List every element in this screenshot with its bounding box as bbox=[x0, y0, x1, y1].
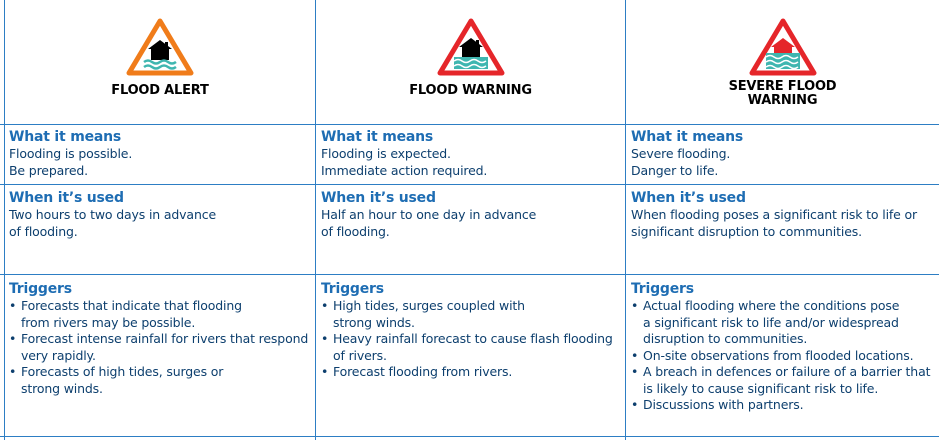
trigger-list bbox=[9, 298, 313, 397]
flood-alert-icon bbox=[124, 16, 196, 78]
header-flood-warning bbox=[316, 16, 625, 98]
body-line: significant disruption to communities. bbox=[631, 223, 862, 239]
body-line: Flooding is expected. bbox=[321, 146, 451, 161]
what-it-means-alert bbox=[9, 129, 309, 179]
section-heading: When it’s used bbox=[631, 190, 746, 206]
row-rule bbox=[0, 436, 939, 437]
list-item: • A breach in defences or failure of a barrier that is likely to cause significant risk to life. bbox=[631, 364, 937, 397]
body-line: Danger to life. bbox=[631, 162, 719, 178]
section-heading: What it means bbox=[9, 129, 122, 145]
when-used-severe bbox=[631, 190, 936, 240]
list-item: • Actual flooding where the conditions pose a significant risk to life and/or widespread disruption to communities. bbox=[631, 298, 937, 348]
severe-flood-warning-icon bbox=[747, 16, 819, 78]
list-item: • On-site observations from flooded locations. bbox=[631, 348, 937, 365]
body-line: Half an hour to one day in advance bbox=[321, 207, 537, 222]
body-line: Be prepared. bbox=[9, 162, 88, 178]
flood-warning-icon bbox=[435, 16, 507, 78]
when-used-warning bbox=[321, 190, 621, 240]
column-title: FLOOD ALERT bbox=[111, 83, 209, 98]
list-item: • Discussions with partners. bbox=[631, 397, 937, 414]
list-item: • Forecasts of high tides, surges or strong winds. bbox=[9, 364, 313, 397]
body-line: Flooding is possible. bbox=[9, 146, 133, 161]
list-item: • Forecast flooding from rivers. bbox=[321, 364, 623, 381]
what-it-means-warning bbox=[321, 129, 621, 179]
trigger-list bbox=[631, 298, 937, 414]
column-title: FLOOD WARNING bbox=[409, 83, 532, 98]
section-heading: When it’s used bbox=[321, 190, 436, 206]
section-heading: When it’s used bbox=[9, 190, 124, 206]
body-line: of flooding. bbox=[321, 223, 390, 239]
row-rule bbox=[0, 184, 939, 185]
body-line: Two hours to two days in advance bbox=[9, 207, 216, 222]
column-title: SEVERE FLOOD WARNING bbox=[728, 79, 837, 108]
body-line: Severe flooding. bbox=[631, 146, 731, 161]
what-it-means-severe bbox=[631, 129, 936, 179]
header-flood-alert bbox=[5, 16, 315, 98]
triggers-severe bbox=[631, 281, 937, 414]
section-heading: Triggers bbox=[631, 281, 694, 297]
list-item: • Forecast intense rainfall for rivers that respond very rapidly. bbox=[9, 331, 313, 364]
body-line: Immediate action required. bbox=[321, 162, 488, 178]
body-line: of flooding. bbox=[9, 223, 78, 239]
trigger-list bbox=[321, 298, 623, 381]
header-severe-flood-warning bbox=[626, 16, 939, 108]
list-item: • Heavy rainfall forecast to cause flash flooding of rivers. bbox=[321, 331, 623, 364]
section-heading: Triggers bbox=[9, 281, 72, 297]
body-line: When flooding poses a significant risk to life or bbox=[631, 207, 918, 222]
when-used-alert bbox=[9, 190, 309, 240]
list-item: • High tides, surges coupled with strong winds. bbox=[321, 298, 623, 331]
list-item: • Forecasts that indicate that flooding from rivers may be possible. bbox=[9, 298, 313, 331]
section-heading: What it means bbox=[631, 129, 744, 145]
section-heading: Triggers bbox=[321, 281, 384, 297]
row-rule bbox=[0, 274, 939, 275]
row-rule bbox=[0, 124, 939, 125]
section-heading: What it means bbox=[321, 129, 434, 145]
triggers-alert bbox=[9, 281, 313, 397]
triggers-warning bbox=[321, 281, 623, 381]
